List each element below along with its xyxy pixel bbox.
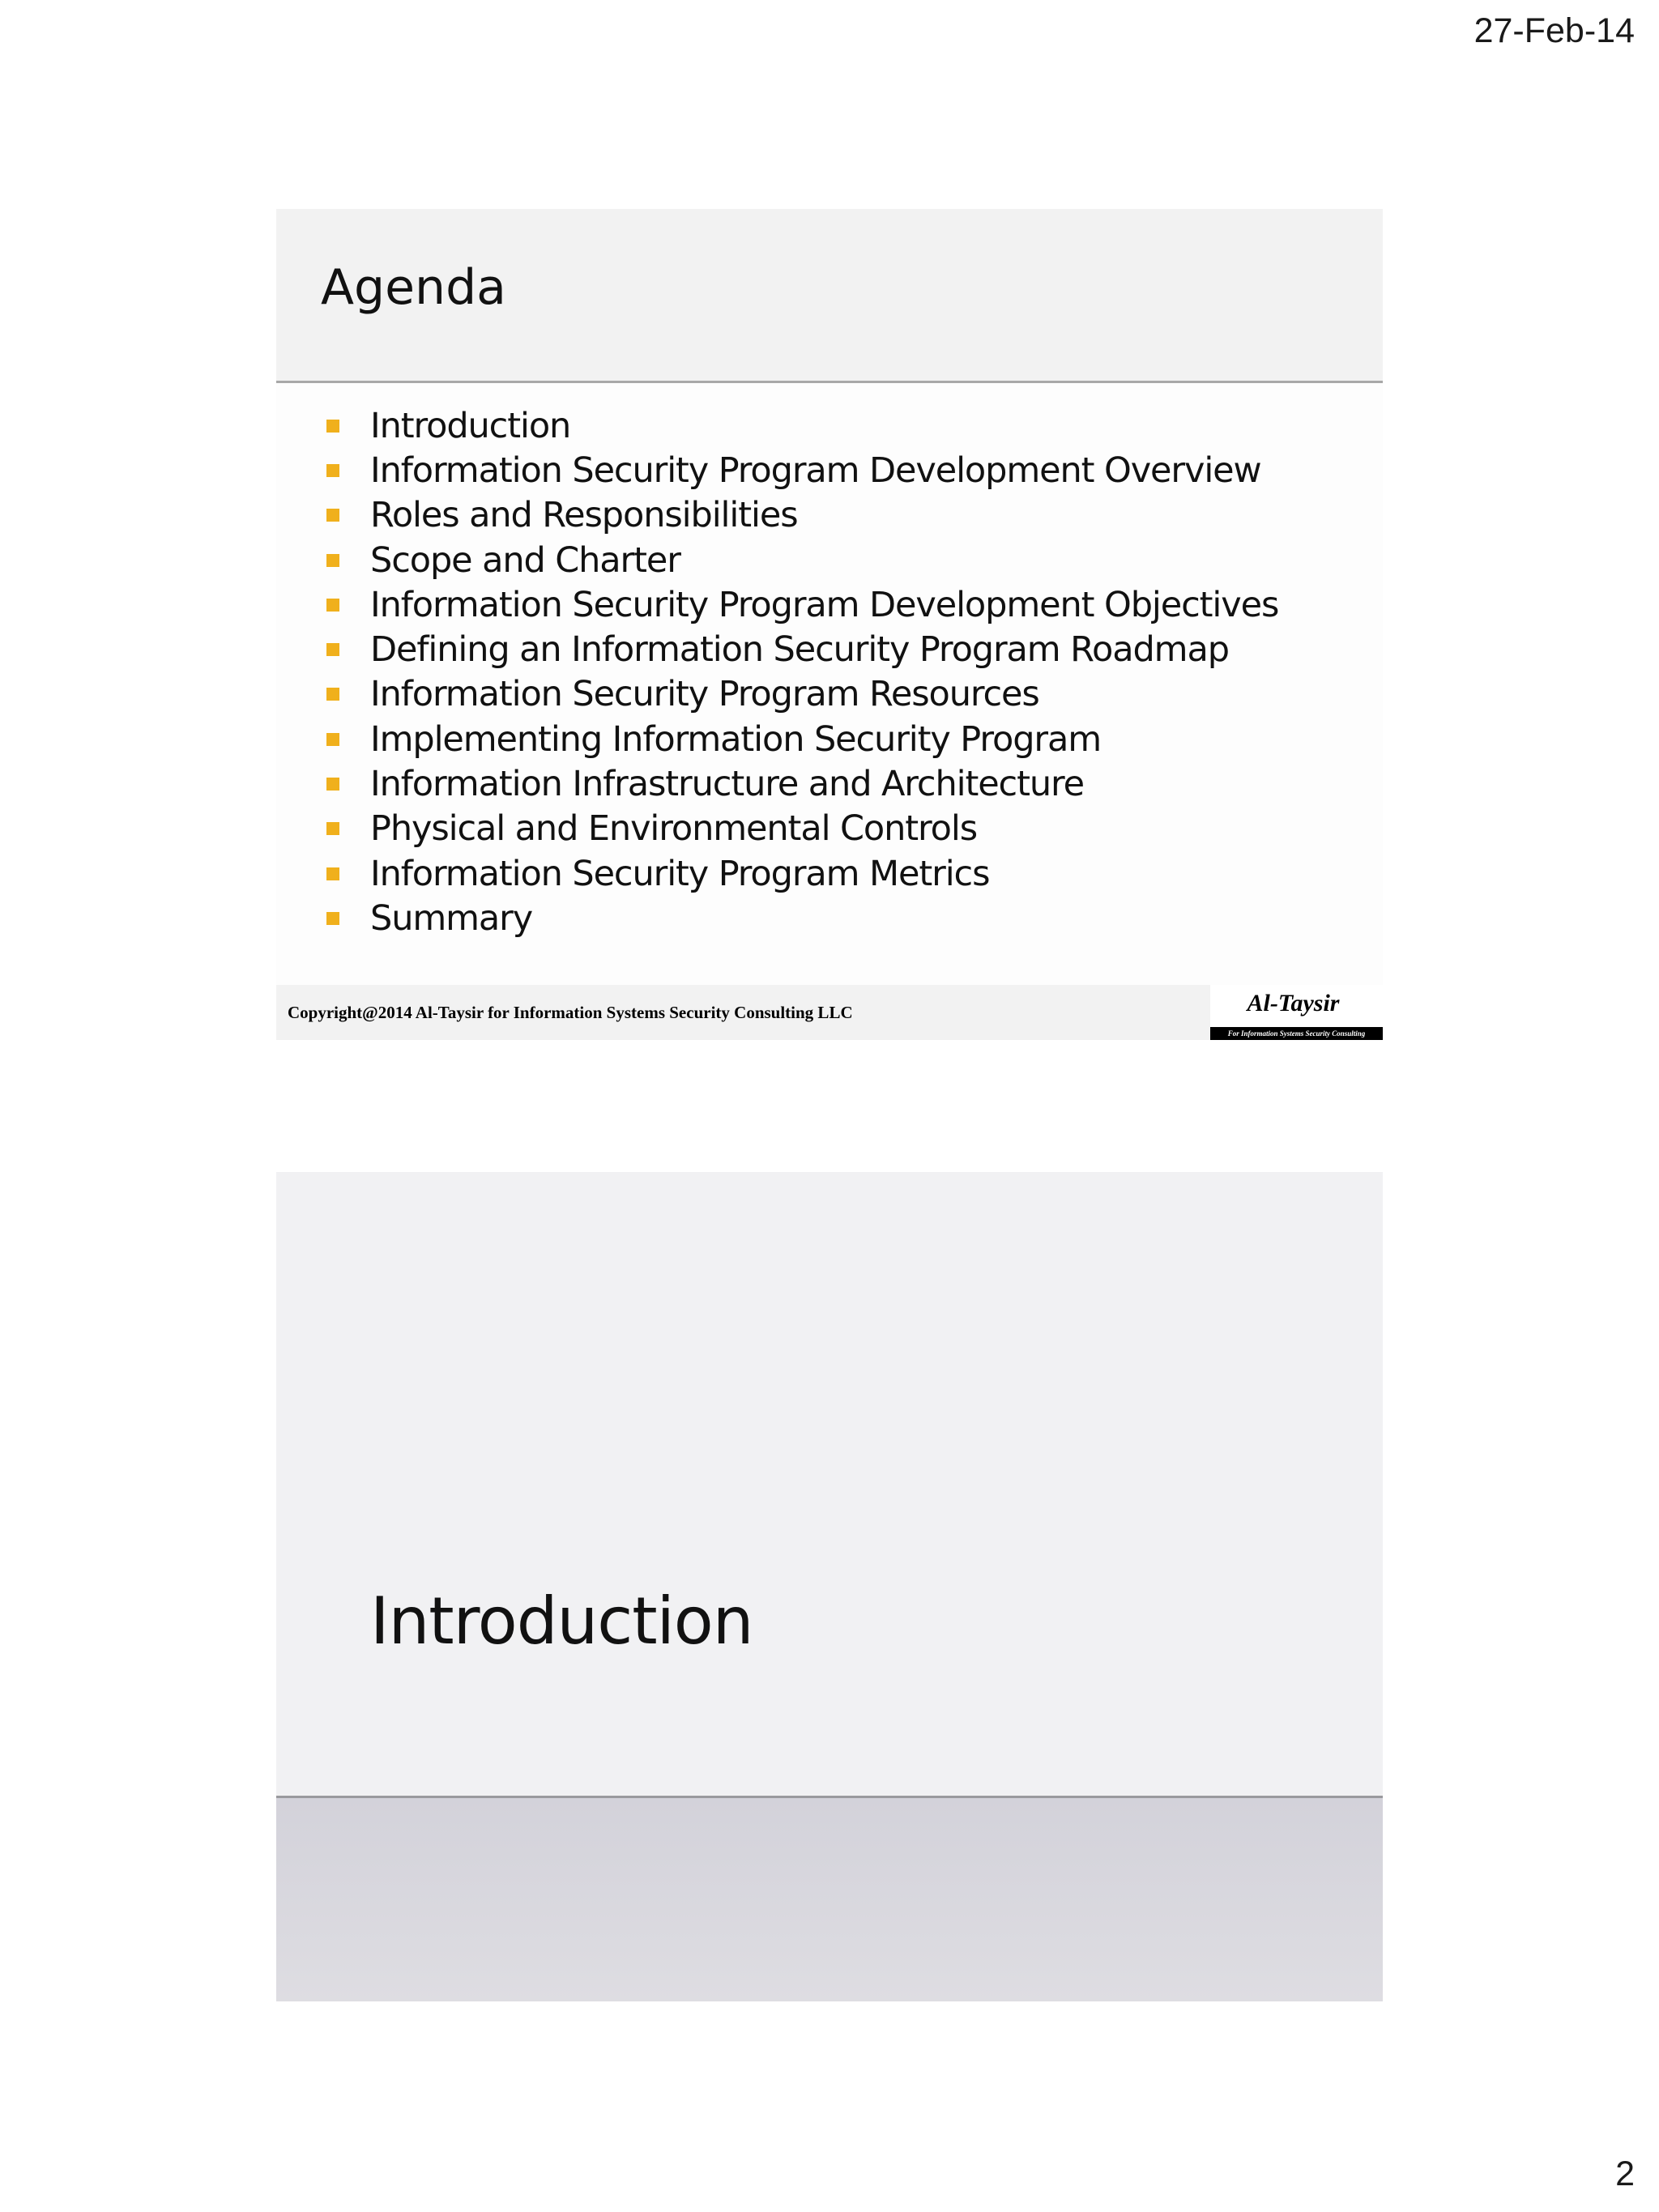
slide-footer (276, 985, 1383, 1040)
agenda-item-label: Roles and Responsibilities (370, 495, 798, 536)
agenda-item-label: Scope and Charter (370, 539, 680, 581)
agenda-item-label: Summary (370, 897, 533, 939)
agenda-item (326, 448, 1278, 492)
agenda-item (326, 627, 1278, 671)
agenda-slide (276, 209, 1383, 1040)
square-bullet-icon (326, 688, 339, 701)
slide-bottom-band (276, 1798, 1383, 2001)
square-bullet-icon (326, 778, 339, 791)
agenda-item (326, 672, 1278, 717)
square-bullet-icon (326, 643, 339, 656)
agenda-item (326, 538, 1278, 582)
agenda-item-label: Introduction (370, 405, 571, 446)
agenda-item (326, 403, 1278, 448)
logo-name: Al-Taysir (1247, 990, 1340, 1016)
agenda-item (326, 807, 1278, 851)
agenda-item (326, 761, 1278, 806)
agenda-item-label: Information Security Program Metrics (370, 853, 990, 894)
square-bullet-icon (326, 733, 339, 746)
square-bullet-icon (326, 822, 339, 835)
agenda-item-label: Physical and Environmental Controls (370, 808, 978, 850)
logo-tagline: For Information Systems Security Consulting (1210, 1027, 1383, 1040)
square-bullet-icon (326, 599, 339, 612)
agenda-item (326, 896, 1278, 940)
square-bullet-icon (326, 554, 339, 567)
copyright-text: Copyright@2014 Al-Taysir for Information Systems Security Consulting LLC (288, 1003, 853, 1022)
square-bullet-icon (326, 420, 339, 433)
square-bullet-icon (326, 509, 339, 522)
square-bullet-icon (326, 464, 339, 477)
page-number: 2 (1615, 2154, 1635, 2193)
agenda-item-label: Defining an Information Security Program Roadmap (370, 629, 1229, 671)
agenda-item-label: Information Infrastructure and Architecture (370, 764, 1085, 805)
agenda-item-label: Implementing Information Security Program (370, 718, 1102, 760)
square-bullet-icon (326, 867, 339, 880)
section-title: Introduction (370, 1583, 753, 1659)
agenda-item (326, 493, 1278, 538)
square-bullet-icon (326, 912, 339, 925)
introduction-slide (276, 1172, 1383, 2001)
agenda-item-label: Information Security Program Development Overview (370, 450, 1261, 491)
agenda-item (326, 717, 1278, 761)
agenda-item-label: Information Security Program Resources (370, 674, 1039, 715)
agenda-item (326, 851, 1278, 896)
slide-title: Agenda (321, 259, 506, 316)
agenda-item-label: Information Security Program Development Objectives (370, 584, 1279, 625)
page-date: 27-Feb-14 (1473, 11, 1635, 50)
slide-header (276, 209, 1383, 383)
agenda-list (326, 403, 1278, 941)
agenda-item (326, 582, 1278, 627)
company-logo (1210, 985, 1383, 1040)
